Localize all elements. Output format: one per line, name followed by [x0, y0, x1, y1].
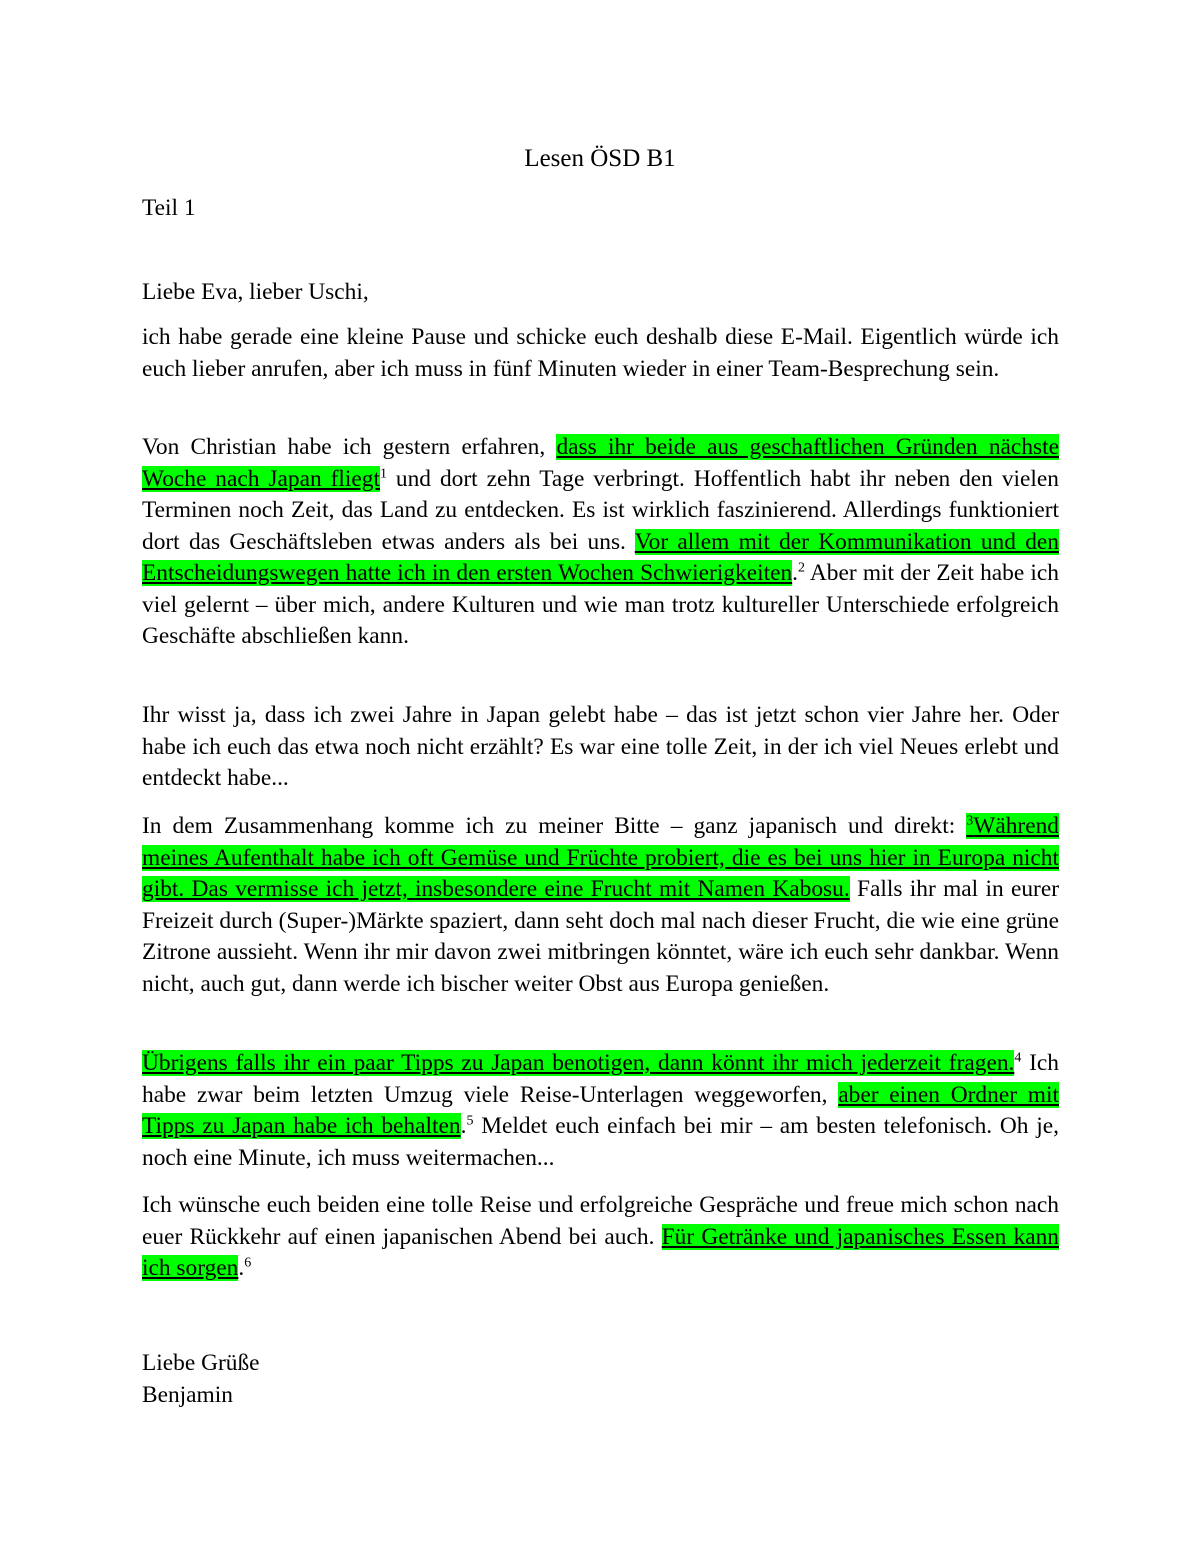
highlight-answer-2: Vor allem mit der Kommunikation und den Entscheidungswegen hatte ich in den ersten Wochen Schwierigkeiten [142, 528, 1059, 586]
paragraph-6-text-a: Ich wünsche euch beiden eine tolle Reise und erfolgreiche Gespräche und freue mich schon nach euer Rückkehr auf einen japanischen Abend bei auch. [142, 1192, 1059, 1250]
paragraph-2-text-c: . [792, 560, 799, 586]
highlight-answer-4: Übrigens falls ihr ein paar Tipps zu Japan benotigen, dann könnt ihr mich jederzeit fragen. [142, 1050, 1015, 1076]
paragraph-4-text-a: In dem Zusammenhang komme ich zu meiner Bitte – ganz japanisch und direkt: [142, 813, 967, 839]
highlight-answer-3-text: Während meines Aufenthalt habe ich oft Gemüse und Früchte probiert, die es bei uns hier in Europa nicht gibt. Das vermisse ich jetzt, insbesondere eine Frucht mit Namen Kabosu. [142, 813, 1059, 902]
footnote-marker-4: 4 [1014, 1050, 1022, 1066]
closing-line: Liebe Grüße [142, 1350, 260, 1376]
paragraph-3: Ihr wisst ja, dass ich zwei Jahre in Japan gelebt habe – das ist jetzt schon vier Jahre her. Oder habe ich euch das etwa noch nicht erzählt? Es war eine tolle Zeit, in der ich viel Neues erlebt und entdeckt habe... [142, 702, 1059, 791]
paragraph-5-text-b: . [460, 1113, 467, 1139]
footnote-marker-1: 1 [379, 466, 387, 482]
footnote-marker-2: 2 [798, 560, 806, 576]
paragraph-4-text-b: Falls ihr mal in eurer Freizeit durch (Super-)Märkte spaziert, dann seht doch mal nach dieser Frucht, die wie eine grüne Zitrone aussieht. Wenn ihr mir davon zwei mitbringen könntet, wäre ich euch sehr dankbar. Wenn nicht, auch gut, dann werde ich bischer weiter Obst aus Europa genießen. [142, 876, 1059, 997]
salutation: Liebe Eva, lieber Uschi, [142, 279, 369, 305]
paragraph-5-text-a: Ich habe zwar beim letzten Umzug viele Reise-Unterlagen weggeworfen, [142, 1050, 1059, 1108]
signature-name: Benjamin [142, 1381, 233, 1408]
paragraph-5 [142, 1048, 1059, 1174]
paragraph-2-text-b: und dort zehn Tage verbringt. Hoffentlich habt ihr neben den vielen Terminen noch Zeit, das Land zu entdecken. Es ist wirklich faszinierend. Allerdings funktioniert dort das Geschäftsleben etwas anders als bei uns. [142, 465, 1059, 555]
paragraph-5-text-c: Meldet euch einfach bei mir – am besten telefonisch. Oh je, noch eine Minute, ich muss weitermachen... [142, 1113, 1059, 1171]
section-heading: Teil 1 [142, 195, 196, 221]
signature-block [142, 1348, 1059, 1411]
page-title: Lesen ÖSD B1 [524, 145, 676, 172]
highlight-answer-1: dass ihr beide aus geschaftlichen Gründen nächste Woche nach Japan fliegt [142, 434, 1059, 492]
paragraph-6 [142, 1190, 1059, 1285]
footnote-marker-5: 5 [466, 1113, 474, 1129]
footnote-marker-6: 6 [244, 1255, 252, 1271]
paragraph-2-text-a: Von Christian habe ich gestern erfahren, [142, 434, 557, 460]
highlight-answer-5: aber einen Ordner mit Tipps zu Japan habe ich behalten [142, 1081, 1059, 1139]
footnote-marker-3: 3 [966, 813, 974, 829]
highlight-answer-6: Für Getränke und japanisches Essen kann ich sorgen [142, 1223, 1059, 1281]
paragraph-6-text-b: . [238, 1255, 245, 1281]
paragraph-4 [142, 811, 1059, 1000]
paragraph-2 [142, 432, 1059, 653]
paragraph-2-text-d: Aber mit der Zeit habe ich viel gelernt – über mich, andere Kulturen und wie man trotz kultureller Unterschiede erfolgreich Geschäfte abschließen kann. [142, 560, 1059, 649]
paragraph-1: ich habe gerade eine kleine Pause und schicke euch deshalb diese E-Mail. Eigentlich würde ich euch lieber anrufen, aber ich muss in fünf Minuten wieder in einer Team-Besprechung sein. [142, 324, 1059, 382]
